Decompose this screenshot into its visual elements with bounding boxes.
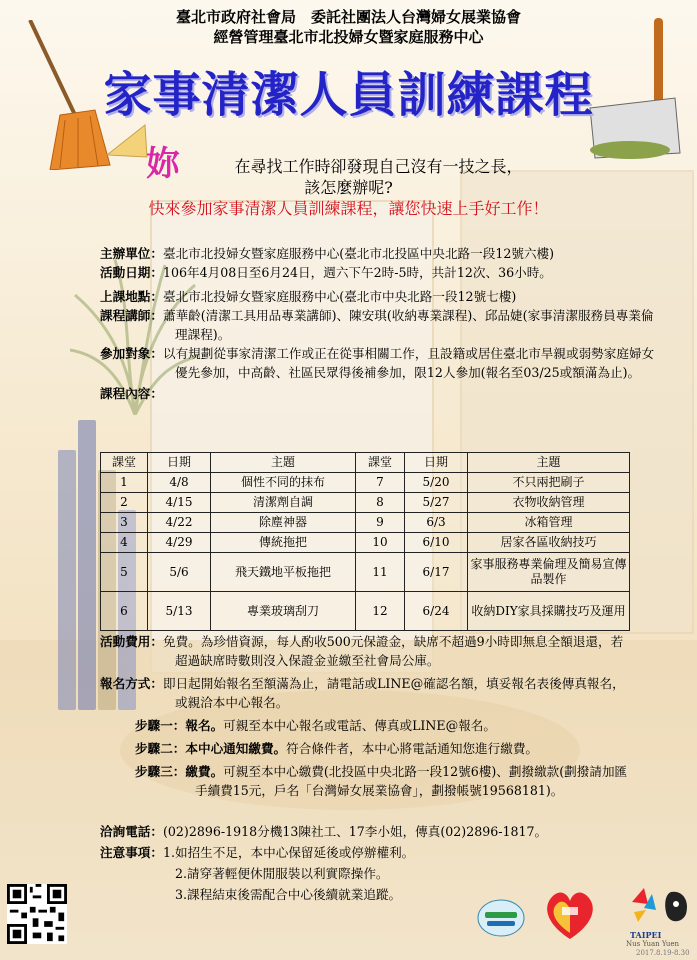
center-logo-icon	[540, 885, 600, 943]
association-logo-icon	[477, 898, 525, 938]
page-title: 家事清潔人員訓練課程	[103, 67, 594, 123]
table-row: 3 4/22 除塵神器 9 6/3 冰箱管理	[101, 513, 630, 533]
schedule-table	[100, 452, 630, 631]
fees-block: 活動費用：免費。為珍惜資源，每人酌收500元保證金，缺席不超過9小時即無息全額退還，若超過缺席時數則沒入保證金並繳至社會局公庫。 報名方式：即日起開始報名至額滿為止，請電話或LINE@確認名額，填妥報名表後傳真報名，或親洽本中心報名。	[100, 634, 625, 710]
table-row: 2 4/15 清潔劑自調 8 5/27 衣物收納管理	[101, 493, 630, 513]
slogan-line2: 該怎麼辦呢?	[304, 178, 393, 197]
qr-code-icon[interactable]	[7, 884, 67, 944]
content-label: 課程內容：	[100, 386, 163, 401]
table-row: 6 5/13 專業玻璃刮刀 12 6/24 收納DIY家具採購技巧及運用	[101, 592, 630, 631]
steps-block: 步驟一：報名。可親至本中心報名或電話、傳真或LINE@報名。 步驟二：本中心通知繳費。符合條件者，本中心將電話通知您進行繳費。 步驟三：繳費。可親至本中心繳費(北投區中央北路一段12號6樓)、劃撥繳款(劃撥請加匯手續費15元，戶名「台灣婦女展業協會」，劃撥帳號19568181)。	[135, 718, 628, 798]
table-row: 4 4/29 傳統拖把 10 6/10 居家各區收納技巧	[101, 533, 630, 553]
taipei-logo-text: TAIPEI	[630, 930, 662, 940]
table-header-row: 課堂 日期 主題 課堂 日期 主題	[101, 453, 630, 473]
organizer-line: 臺北市政府社會局 委託社團法人台灣婦女展業協會	[175, 8, 521, 26]
slogan-line1: 在尋找工作時卻發現自己沒有一技之長，	[234, 157, 523, 176]
table-row: 5 5/6 飛天鐵地平板拖把 11 6/17 家事服務專業倫理及簡易宣傳品製作	[101, 553, 630, 592]
taipei-date: 2017.8.19-8.30	[636, 949, 690, 957]
slogan-line3: 快來參加家事清潔人員訓練課程，讓您快速上手好工作！	[148, 199, 549, 218]
info-block: 主辦單位：臺北市北投婦女暨家庭服務中心(臺北市北投區中央北路一段12號六樓) 活動日期：106年4月08日至6月24日，週六下午2時-5時，共計12次、36小時。 上課地點：臺北市北投婦女暨家庭服務中心(臺北市中央北路一段12號七樓) 課程講師：蕭華齡(清潔工具用品專業講師)、陳安琪(收納專業課程)、邱品婕(家事清潔服務員專業倫理課程)。 參加對象：以有規劃從事家清潔工作或正在從事相關工作，且設籍或居住臺北市旱親或弱勢家庭婦女優先參加，中高齡、社區民眾得後補參加，限12人參加(報名至03/25或額滿為止)。 課程內容：	[100, 246, 655, 401]
slogan-you: 妳	[146, 144, 180, 184]
taipei-slogan: Nus Yuan Yuen	[626, 940, 680, 948]
table-row: 1 4/8 個性不同的抹布 7 5/20 不只兩把刷子	[101, 473, 630, 493]
operator-line: 經營管理臺北市北投婦女暨家庭服務中心	[213, 28, 484, 46]
contact-block: 洽詢電話：(02)2896-1918分機13陳社工、17李小姐，傳真(02)2896-1817。 注意事項：1.如招生不足，本中心保留延後或停辦權利。 2.請穿著輕便休閒服裝以利實際操作。 3.課程結束後需配合中心後續就業追蹤。	[100, 824, 548, 902]
